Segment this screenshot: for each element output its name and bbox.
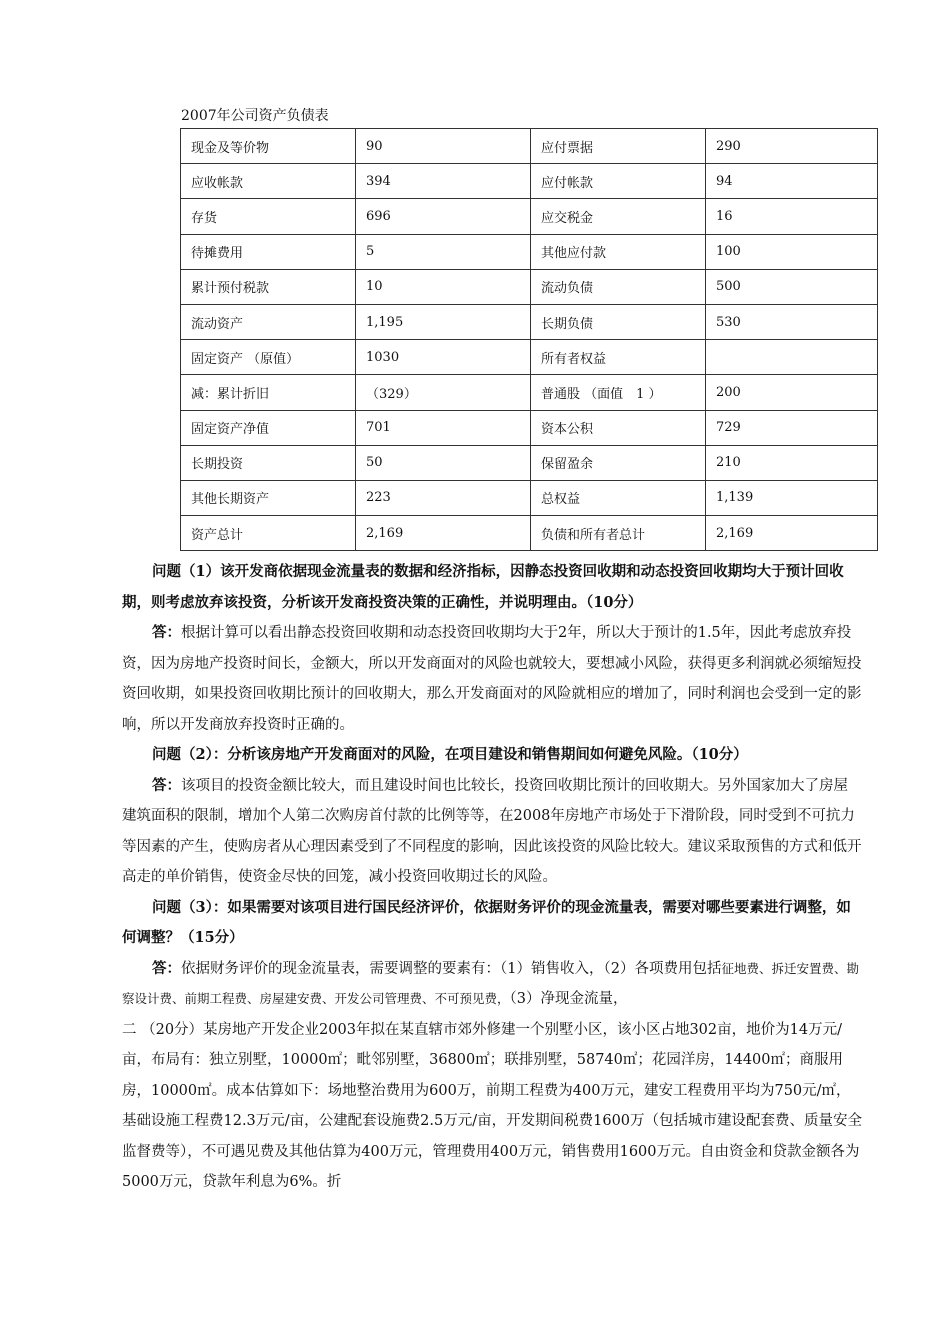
section-2-text: 二 （20分）某房地产开发企业2003年拟在某直辖市郊外修建一个别墅小区，该小区占地302亩，地价为14万元/亩，布局有：独立别墅，10000㎡；毗邻别墅，36800㎡；联排别墅，58740㎡；花园洋房，14400㎡；商服用房，10000㎡。成本估算如下：场地整治费用为600万，前期工程费为400万元，建安工程费用平均为750元/㎡，基础设施工程费12.3万元/亩，公建配套设施费2.5万元/亩，开发期间税费1600万（包括城市建设配套费、质量安全监督费等），不可遇见费及其他估算为400万元，管理费用400万元，销售费用1600万元。自由资金和贷款金额各为5000万元，贷款年利息为6%。折 [122, 1021, 863, 1190]
answer-text: 该项目的投资金额比较大，而且建设时间也比较长，投资回收期比预计的回收期大。另外国家加大了房屋建筑面积的限制，增加个人第二次购房首付款的比例等等，在2008年房地产市场处于下滑阶段，同时受到不可抗力等因素的产生，使购房者从心理因素受到了不同程度的影响，因此该投资的风险比较大。建议采取预售的方式和低开高走的单价销售，使资金尽快的回笼，减小投资回收期过长的风险。 [122, 777, 862, 885]
balance-sheet-table [180, 128, 878, 551]
answer-text: 根据计算可以看出静态投资回收期和动态投资回收期均大于2年，所以大于预计的1.5年，因此考虑放弃投资，因为房地产投资时间长，金额大，所以开发商面对的风险也就较大，要想减小风险，获得更多利润就必须缩短投资回收期，如果投资回收期比预计的回收期大，那么开发商面对的风险就相应的增加了，同时利润也会受到一定的影响，所以开发商放弃投资时正确的。 [122, 625, 862, 733]
answer-3 [122, 954, 862, 1015]
table-cell [706, 340, 878, 375]
table-cell: 所有者权益 [531, 340, 706, 375]
table-cell: 290 [706, 129, 878, 164]
question-2: 问题（2）：分析该房地产开发商面对的风险，在项目建设和销售期间如何避免风险。（10分） [152, 746, 748, 763]
table-cell: 保留盈余 [531, 445, 706, 480]
table-cell: 总权益 [531, 480, 706, 515]
table-cell: 200 [706, 375, 878, 410]
answer-label: 答： [152, 624, 181, 641]
table-cell: 其他长期资产 [181, 480, 356, 515]
answer-text: 依据财务评价的现金流量表，需要调整的要素有：（1）销售收入，（2）各项费用包括 [181, 960, 722, 977]
table-cell: 16 [706, 199, 878, 234]
table-row [181, 375, 878, 410]
table-cell: 资产总计 [181, 516, 356, 551]
table-cell: 2,169 [356, 516, 531, 551]
table-cell: 701 [356, 410, 531, 445]
table-cell: 应付票据 [531, 129, 706, 164]
table-cell: 长期投资 [181, 445, 356, 480]
table-cell: 50 [356, 445, 531, 480]
table-cell: 696 [356, 199, 531, 234]
table-cell: 应付帐款 [531, 164, 706, 199]
answer-label: 答： [152, 776, 181, 794]
document-body [122, 557, 862, 1198]
table-cell: 现金及等价物 [181, 129, 356, 164]
table-cell: （329） [356, 375, 531, 410]
table-cell: 应收帐款 [181, 164, 356, 199]
table-cell: 2,169 [706, 516, 878, 551]
question-1: 问题（1）该开发商依据现金流量表的数据和经济指标，因静态投资回收期和动态投资回收期均大于预计回收期，则考虑放弃该投资，分析该开发商投资决策的正确性，并说明理由。（10分） [122, 563, 844, 611]
table-cell: 223 [356, 480, 531, 515]
table-cell: 729 [706, 410, 878, 445]
table-row [181, 234, 878, 269]
question-3: 问题（3）：如果需要对该项目进行国民经济评价，依据财务评价的现金流量表，需要对哪些要素进行调整，如何调整？（15分） [122, 898, 851, 946]
table-cell: 其他应付款 [531, 234, 706, 269]
table-cell: 530 [706, 304, 878, 339]
table-cell: 负债和所有者总计 [531, 516, 706, 551]
answer-1 [122, 618, 862, 740]
table-cell: 94 [706, 164, 878, 199]
table-cell: 90 [356, 129, 531, 164]
table-row [181, 164, 878, 199]
table-cell: 5 [356, 234, 531, 269]
answer-2 [122, 771, 862, 893]
answer-label: 答： [152, 959, 181, 977]
table-row [181, 410, 878, 445]
table-cell: 固定资产净值 [181, 410, 356, 445]
table-cell: 1030 [356, 340, 531, 375]
table-cell: 长期负债 [531, 304, 706, 339]
table-cell: 500 [706, 269, 878, 304]
table-cell: 资本公积 [531, 410, 706, 445]
table-row [181, 516, 878, 551]
answer-text-end: （3）净现金流量， [509, 991, 628, 1007]
table-cell: 固定资产 （原值） [181, 340, 356, 375]
table-cell: 1,195 [356, 304, 531, 339]
table-cell: 10 [356, 269, 531, 304]
table-cell: 394 [356, 164, 531, 199]
table-cell: 应交税金 [531, 199, 706, 234]
table-row [181, 445, 878, 480]
table-cell: 待摊费用 [181, 234, 356, 269]
table-title: 2007年公司资产负债表 [181, 108, 329, 124]
table-cell: 流动负债 [531, 269, 706, 304]
table-cell: 累计预付税款 [181, 269, 356, 304]
table-row [181, 340, 878, 375]
table-row [181, 304, 878, 339]
table-cell: 流动资产 [181, 304, 356, 339]
table-cell: 普通股 （面值 1 ） [531, 375, 706, 410]
table-row [181, 129, 878, 164]
table-cell: 100 [706, 234, 878, 269]
answer-text-small: 征地费、拆迁安置费、勘察设计费、前期工程费、房屋建安费、开发公司管理费、不可预见费， [122, 960, 859, 1006]
table-row [181, 480, 878, 515]
table-row [181, 199, 878, 234]
table-cell: 210 [706, 445, 878, 480]
table-cell: 1,139 [706, 480, 878, 515]
table-row [181, 269, 878, 304]
table-cell: 减：累计折旧 [181, 375, 356, 410]
table-cell: 存货 [181, 199, 356, 234]
